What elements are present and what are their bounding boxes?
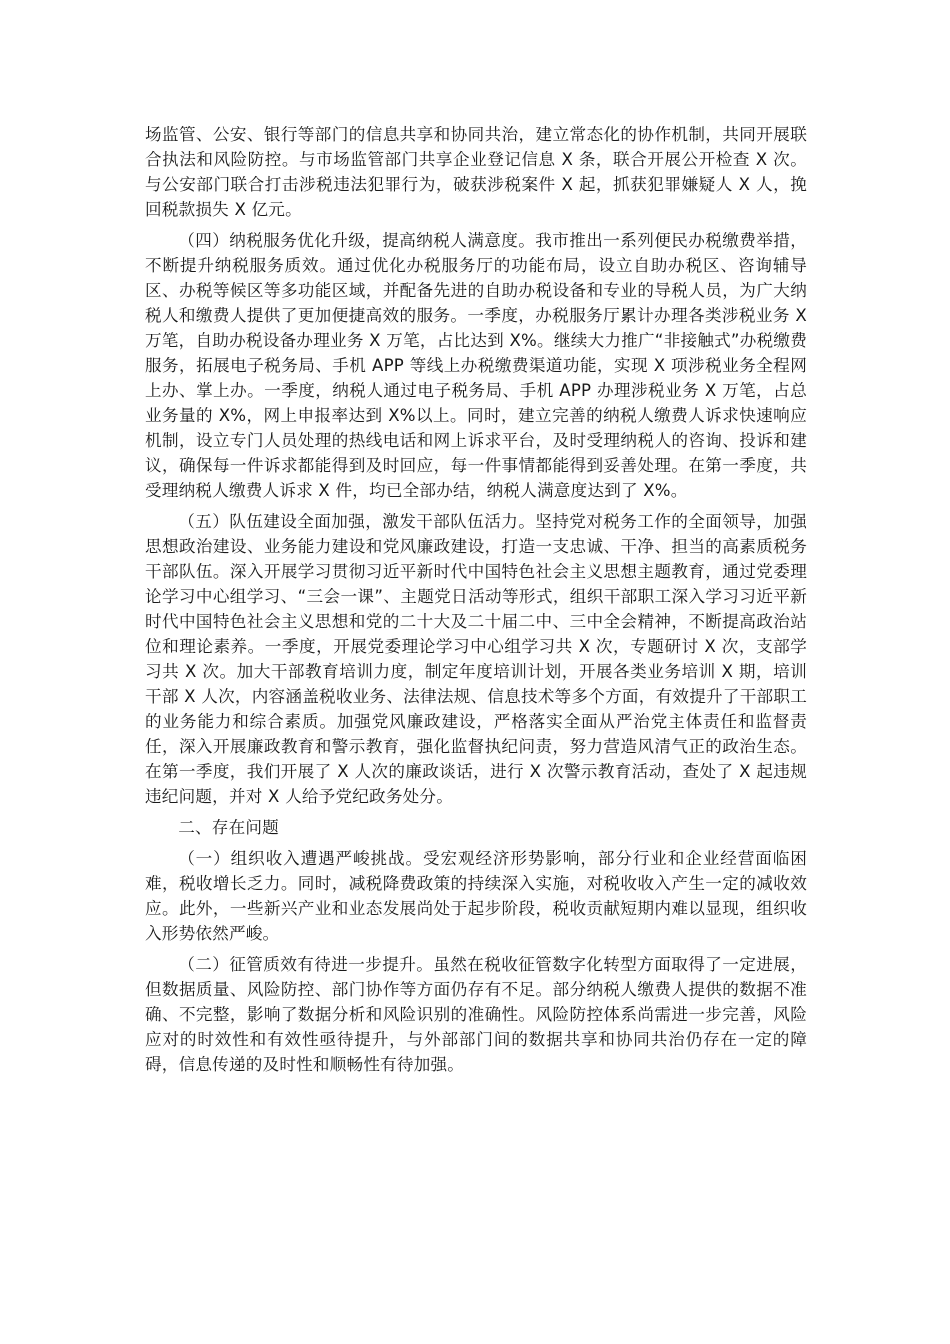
paragraph-collection-quality: （二）征管质效有待进一步提升。虽然在税收征管数字化转型方面取得了一定进展，但数据质量、风险防控、部门协作等方面仍存有不足。部分纳税人缴费人提供的数据不准确、不完整，影响了数据分析和风险识别的准确性。风险防控体系尚需进一步完善，风险应对的时效性和有效性亟待提升，与外部部门间的数据共享和协同共治仍存在一定的障碍，信息传递的及时性和顺畅性有待加强。 <box>145 955 807 1074</box>
paragraph-tax-service: （四）纳税服务优化升级，提高纳税人满意度。我市推出一系列便民办税缴费举措，不断提升纳税服务质效。通过优化办税服务厅的功能布局，设立自助办税区、咨询辅导区、办税等候区等多功能区域，并配备先进的自助办税设备和专业的导税人员，为广大纳税人和缴费人提供了更加便捷高效的服务。一季度，办税服务厅累计办理各类涉税业务 X 万笔，自助办税设备办理业务 X 万笔，占比达到 X%。继续大力推广“非接触式”办税缴费服务，拓展电子税务局、手机 APP 等线上办税缴费渠道功能，实现 X 项涉税业务全程网上办、掌上办。一季度，纳税人通过电子税务局、手机 APP 办理涉税业务 X 万笔，占总业务量的 X%，网上申报率达到 X%以上。同时，建立完善的纳税人缴费人诉求快速响应机制，设立专门人员处理的热线电话和网上诉求平台，及时受理纳税人的咨询、投诉和建议，确保每一件诉求都能得到及时回应，每一件事情都能得到妥善处理。在第一季度，共受理纳税人缴费人诉求 X 件，均已全部办结，纳税人满意度达到了 X%。 <box>145 231 807 500</box>
paragraph-revenue-challenge: （一）组织收入遭遇严峻挑战。受宏观经济形势影响，部分行业和企业经营面临困难，税收增长乏力。同时，减税降费政策的持续深入实施，对税收收入产生一定的减收效应。此外，一些新兴产业和业态发展尚处于起步阶段，税收贡献短期内难以显现，组织收入形势依然严峻。 <box>145 849 807 943</box>
paragraph-team-building: （五）队伍建设全面加强，激发干部队伍活力。坚持党对税务工作的全面领导，加强思想政治建设、业务能力建设和党风廉政建设，打造一支忠诚、干净、担当的高素质税务干部队伍。深入开展学习贯彻习近平新时代中国特色社会主义思想主题教育，通过党委理论学习中心组学习、“三会一课”、主题党日活动等形式，组织干部职工深入学习习近平新时代中国特色社会主义思想和党的二十大及二十届二中、三中全会精神，不断提高政治站位和理论素养。一季度，开展党委理论学习中心组学习共 X 次，专题研讨 X 次，支部学习共 X 次。加大干部教育培训力度，制定年度培训计划，开展各类业务培训 X 期，培训干部 X 人次，内容涵盖税收业务、法律法规、信息技术等多个方面，有效提升了干部职工的业务能力和综合素质。加强党风廉政建设，严格落实全面从严治党主体责任和监督责任，深入开展廉政教育和警示教育，强化监督执纪问责，努力营造风清气正的政治生态。在第一季度，我们开展了 X 人次的廉政谈话，进行 X 次警示教育活动，查处了 X 起违规违纪问题，并对 X 人给予党纪政务处分。 <box>145 512 807 806</box>
paragraph-continuation: 场监管、公安、银行等部门的信息共享和协同共治，建立常态化的协作机制，共同开展联合执法和风险防控。与市场监管部门共享企业登记信息 X 条，联合开展公开检查 X 次。与公安部门联合打击涉税违法犯罪行为，破获涉税案件 X 起，抓获犯罪嫌疑人 X 人，挽回税款损失 X 亿元。 <box>145 125 807 219</box>
document-page <box>145 122 807 1083</box>
section-heading-problems: 二、存在问题 <box>178 818 279 837</box>
